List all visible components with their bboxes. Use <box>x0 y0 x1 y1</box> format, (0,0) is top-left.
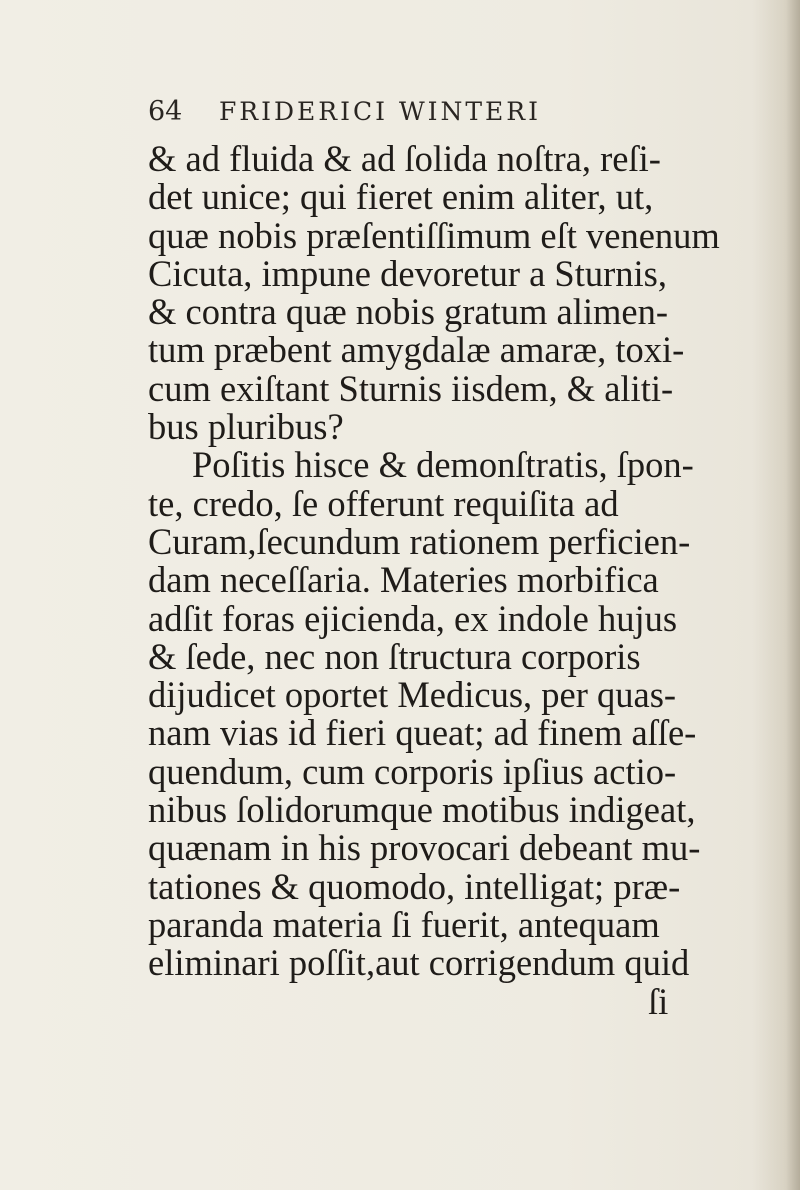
text-line: & ad fluida & ad ſolida noſtra, reſi- <box>148 138 661 179</box>
page-number: 64 <box>148 96 183 127</box>
text-line: & ſede, nec non ſtructura corporis <box>148 635 641 677</box>
catchword: ſi <box>648 980 669 1022</box>
text-line: det unice; qui fieret enim aliter, ut, <box>148 176 654 218</box>
text-line: paranda materia ſi fuerit, antequam <box>148 903 660 945</box>
paragraph-start-line: Poſitis hisce & demonſtratis, ſpon- <box>192 444 694 486</box>
text-line: quænam in his provocari debeant mu- <box>148 827 701 869</box>
text-line: nam vias id fieri queat; ad finem aſſe- <box>148 712 697 754</box>
text-line: bus pluribus? <box>148 406 344 448</box>
text-line: eliminari poſſit,aut corrigendum quid <box>148 942 690 984</box>
text-line: tationes & quomodo, intelligat; præ- <box>148 865 681 907</box>
text-line: & contra quæ nobis gratum alimen- <box>148 291 669 333</box>
page-edge-shadow <box>786 0 800 1190</box>
text-line: te, credo, ſe offerunt requiſita ad <box>148 482 619 524</box>
text-line: quendum, cum corporis ipſius actio- <box>148 750 677 792</box>
text-line: dijudicet oportet Medicus, per quas- <box>148 674 677 716</box>
text-line: cum exiſtant Sturnis iisdem, & aliti- <box>148 367 674 409</box>
text-line: Cicuta, impune devoretur a Sturnis, <box>148 252 668 294</box>
text-line: tum præbent amygdalæ amaræ, toxi- <box>148 329 685 371</box>
text-line: adſit foras ejicienda, ex indole hujus <box>148 597 678 639</box>
text-line: Curam,ſecundum rationem perficien- <box>148 520 691 562</box>
text-line: quæ nobis præſentiſſimum eſt venenum <box>148 214 720 256</box>
body-text <box>148 140 788 1021</box>
text-line: dam neceſſaria. Materies morbifica <box>148 559 659 601</box>
text-line: nibus ſolidorumque motibus indigeat, <box>148 789 696 831</box>
running-head <box>148 96 668 136</box>
running-title: FRIDERICI WINTERI <box>218 97 542 126</box>
